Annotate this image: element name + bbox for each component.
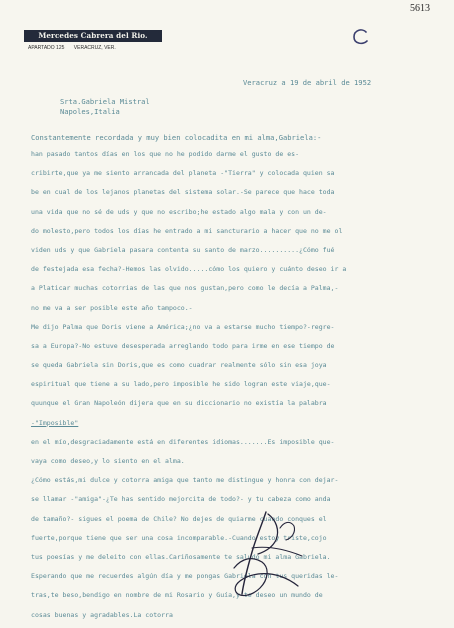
body-line: do molesto,pero todos los días he entrado a mi sancturario a hacer que no me ol (31, 226, 343, 235)
body-line: a Platicar muchas cotorrias de las que nos gustan,pero como le decía a Palma,- (31, 284, 339, 293)
body-line: cosas buenas y agradables.La cotorra (31, 610, 173, 619)
body-line: fuerte,porque tiene que ser una cosa incomparable.-Cuando estoy triste,cojo (31, 533, 327, 542)
body-line: de festejada esa fecha?-Hemos las olvido.....cómo los quiero y cuánto deseo ir a (31, 265, 347, 274)
body-line: se llamar -"amiga"-¿Te has sentido mejorcita de todo?- y tu cabeza como anda (31, 495, 331, 504)
body-line: espiritual que tiene a su lado,pero imposible he sido logran este viaje,que- (31, 380, 331, 389)
body-line: en el mío,desgraciadamente está en diferentes idiomas.......Es imposible que- (31, 437, 335, 446)
recipient-location: Napoles,Italia (60, 107, 120, 116)
letterhead-city: VERACRUZ, VER. (73, 45, 116, 51)
recipient-name: Srta.Gabriela Mistral (60, 97, 150, 106)
letter-greeting: Constantemente recordada y muy bien colocadita en mi alma,Gabriela:- (31, 133, 322, 142)
body-line: no me va a ser posible este año tampoco.- (31, 303, 193, 312)
body-line: sa a Europa?-No estuve desesperada arreglando todo para irme en ese tiempo de (31, 341, 335, 350)
body-line: vaya como deseo,y lo siento en el alma. (31, 457, 185, 465)
body-line: una vida que no sé de uds y que no escribo;he estado algo mala y con un de- (31, 207, 327, 216)
letter-date: Veracruz a 19 de abril de 1952 (243, 78, 372, 87)
letterhead-address (28, 45, 124, 51)
handwritten-signature (222, 508, 317, 600)
body-line: be en cual de los lejanos planetas del sistema solar.-Se parece que hace toda (31, 188, 335, 197)
body-line: Esperando que me recuerdes algún día y me pongas Gabriela con tus queridas le- (31, 572, 339, 581)
body-line: han pasado tantos días en los que no he podido darme el gusto de es- (31, 150, 300, 158)
body-line: se queda Gabriela sin Doris,que es como cuadrar realmente sólo sin esa joya (31, 361, 327, 370)
letterhead-apartado: APARTADO 125 (28, 45, 65, 51)
letterhead-name: Mercedes Cabrera del Rio. (24, 30, 162, 42)
body-line: viden uds y que Gabriela pasara contenta su santo de marzo..........¿Cómo fué (31, 245, 335, 254)
archive-reference-number: 5613 (410, 3, 430, 14)
body-line: quunque el Gran Napoleón dijera que en su diccionario no existía la palabra (31, 399, 327, 408)
c-archive-mark (352, 28, 370, 46)
body-line: cribirte,que ya me siento arrancada del planeta -"Tierra" y colocada quien sa (31, 169, 335, 178)
body-line: de tamaño?- sigues el poema de Chile? No dejes de quiarme cuando conques el (31, 514, 327, 523)
body-line: Me dijo Palma que Doris viene a América;¿no va a estarse mucho tiempo?-regre- (31, 322, 335, 331)
body-line: ¿Cómo estás,mi dulce y cotorra amiga que tanto me distingue y honra con dejar- (31, 476, 339, 485)
body-line: tus poesías y me deleito con ellas.Cariñosamente te saludo mi alma Gabriela. (31, 552, 331, 561)
body-line-imposible: -"Imposible" (31, 418, 79, 427)
body-line: tras,te beso,bendigo en nombre de mi Rosario y Guía,y te deseo un mundo de (31, 591, 323, 600)
